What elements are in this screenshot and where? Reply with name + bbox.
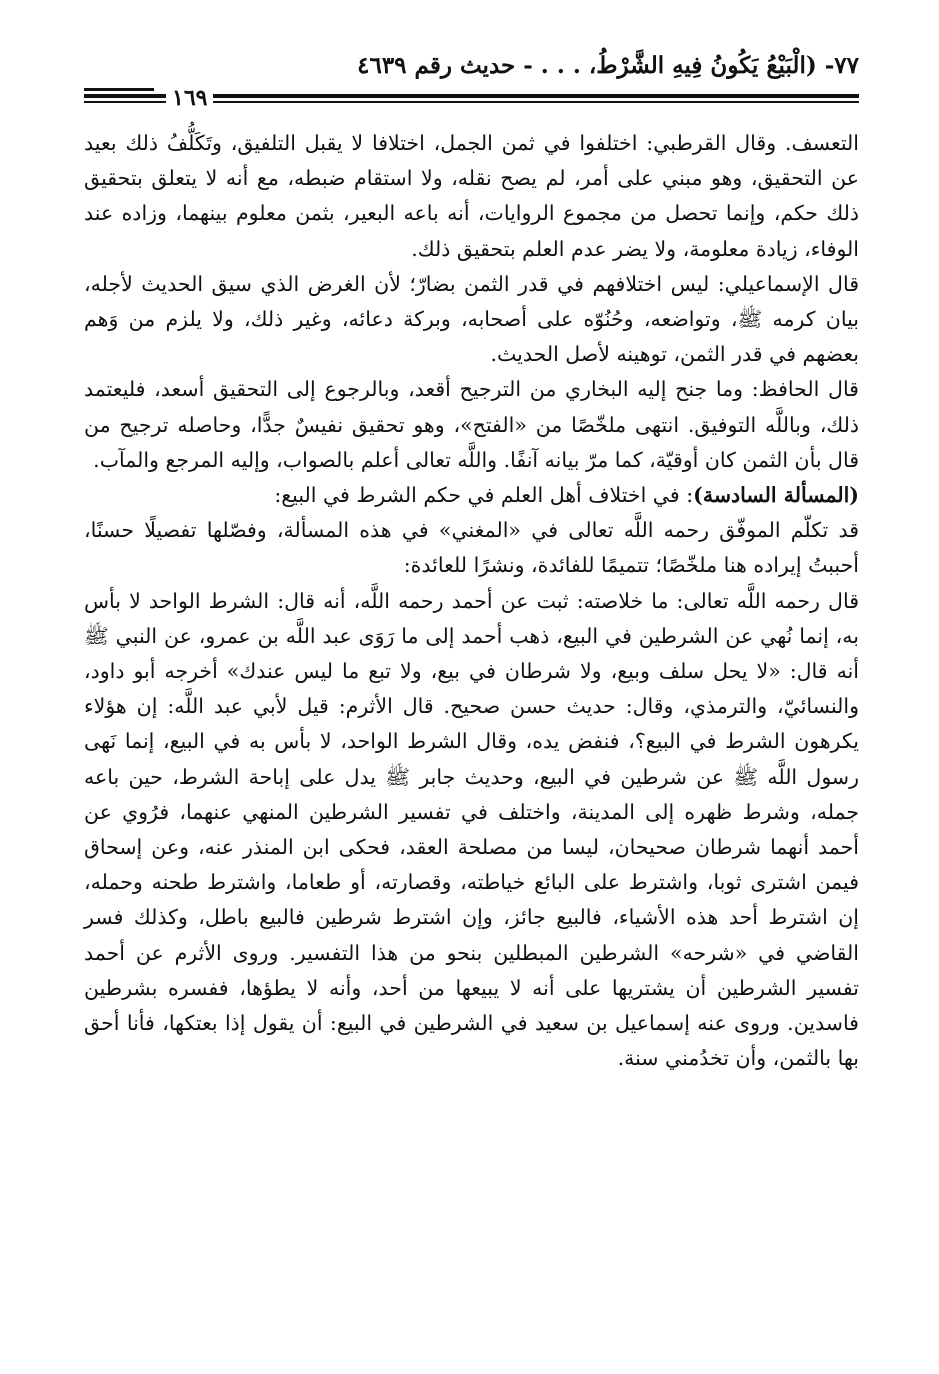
section-heading-text: : في اختلاف أهل العلم في حكم الشرط في البيع:	[274, 483, 694, 508]
paragraph-hafiz: قال الحافظ: وما جنح إليه البخاري من الترجيح أقعد، وبالرجوع إلى التحقيق أسعد، فليعتمد ذلك، وباللَّه التوفيق. انتهى ملخّصًا من «الفتح»، وهو تحقيق نفيسٌ جدًّا، وحاصله ترجيح من قال بأن الثمن كان أوقيّة، كما مرّ بيانه آنفًا. واللَّه تعالى أعلم بالصواب، وإليه المرجع والمآب.	[84, 377, 859, 472]
body-text	[84, 126, 859, 1076]
section-heading-sixth-issue	[84, 478, 859, 513]
page-header	[84, 52, 859, 111]
page-number: ١٦٩	[166, 85, 213, 111]
book-page	[84, 52, 859, 1076]
paragraph-muwaffaq: قد تكلّم الموفّق رحمه اللَّه تعالى في «المغني» في هذه المسألة، وفصّلها تفصيلًا حسنًا، أحببتُ إيراده هنا ملخّصًا؛ تتميمًا للفائدة، ونشرًا للعائدة:	[84, 518, 859, 578]
paragraph-qurtubi: التعسف. وقال القرطبي: اختلفوا في ثمن الجمل، اختلافا لا يقبل التلفيق، وتَكَلُّفُ ذلك بعيد عن التحقيق، وهو مبني على أمر، لم يصح نقله، ولا استقام ضبطه، مع أنه لا يتعلق بتحقيق ذلك حكم، وإنما تحصل من مجموع الروايات، أنه باعه البعير، بثمن معلوم بينهما، وزاده عند الوفاء، زيادة معلومة، ولا يضر عدم العلم بتحقيق ذلك.	[84, 131, 859, 261]
paragraph-mughni-summary: قال رحمه اللَّه تعالى: ما خلاصته: ثبت عن أحمد رحمه اللَّه، أنه قال: الشرط الواحد لا بأس به، إنما نُهي عن الشرطين في البيع، ذهب أحمد إلى ما رَوَى عبد اللَّه بن عمرو، عن النبي ﷺ أنه قال: «لا يحل سلف وبيع، ولا شرطان في بيع، ولا تبع ما ليس عندك» أخرجه أبو داود، والنسائيّ، والترمذي، وقال: حديث حسن صحيح. قال الأثرم: قيل لأبي عبد اللَّه: إن هؤلاء يكرهون الشرط في البيع؟، فنفض يده، وقال الشرط الواحد، لا بأس به في البيع، إنما نَهى رسول اللَّه ﷺ عن شرطين في البيع، وحديث جابر ﷺ يدل على إباحة الشرط، حين باعه جمله، وشرط ظهره إلى المدينة، واختلف في تفسير الشرطين المنهي عنهما، فرُوي عن أحمد أنهما شرطان صحيحان، ليسا من مصلحة العقد، فحكى ابن المنذر عنه، وعن إسحاق فيمن اشترى ثوبا، واشترط على البائع خياطته، وقصارته، أو طعاما، واشترط طحنه وحمله، إن اشترط أحد هذه الأشياء، فالبيع جائز، وإن اشترط شرطين فالبيع باطل، وكذلك فسر القاضي في «شرحه» الشرطين المبطلين بنحو من هذا التفسير. وروى الأثرم عن أحمد تفسير الشرطين أن يشتريها على أنه لا يبيعها من أحد، وأنه لا يطؤها، ففسره بشرطين فاسدين. وروى عنه إسماعيل بن سعيد في الشرطين في البيع: أن يقول إذا بعتكها، فأنا أحق بها بالثمن، وأن تخدُمني سنة.	[84, 588, 859, 1071]
paragraph-ismaili: قال الإسماعيلي: ليس اختلافهم في قدر الثمن بضارّ؛ لأن الغرض الذي سيق الحديث لأجله، بيان كرمه ﷺ، وتواضعه، وحُنُوّه على أصحابه، وبركة دعائه، وغير ذلك، ولا يلزم من وَهم بعضهم في قدر الثمن، توهينه لأصل الحديث.	[84, 271, 859, 367]
running-title: ٧٧- (الْبَيْعُ يَكُونُ فِيهِ الشَّرْطُ، . . . - حديث رقم ٤٦٣٩	[357, 52, 859, 79]
section-heading-label: (المسألة السادسة)	[693, 483, 859, 508]
header-rule-short	[84, 88, 154, 91]
